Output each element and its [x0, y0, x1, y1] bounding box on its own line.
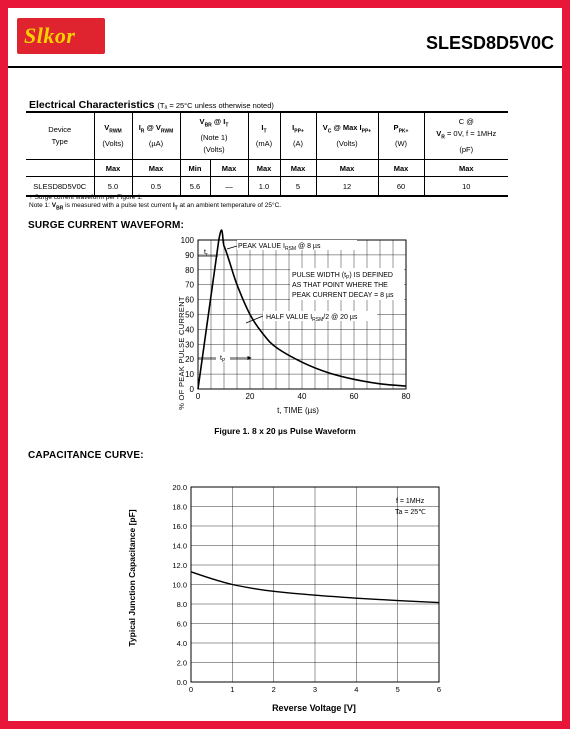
x-tick-label: 20 [245, 392, 255, 401]
x-tick-label: 4 [354, 685, 359, 694]
y-tick-label: 14.0 [172, 541, 187, 551]
sub-label: Max [210, 160, 248, 177]
y-tick-label: 60 [185, 295, 194, 305]
x-tick-label: 80 [401, 392, 411, 401]
col-ir: $I_R$ @ $V_{RWM}$ (µA) [132, 112, 180, 160]
col-ppk: $P_{PK+}$ (W) [378, 112, 424, 160]
y-tick-label: 2.0 [176, 658, 187, 668]
cell-vc: 12 [316, 177, 378, 197]
slkor-logo [17, 18, 105, 54]
cap-y-axis-label: Typical Junction Capacitance [pF] [127, 509, 137, 647]
cell-ir: 0.5 [132, 177, 180, 197]
cap-legend-temperature: Ta = 25℃ [395, 509, 427, 516]
sub-label: Max [424, 160, 508, 177]
part-number: SLESD8D5V0C [425, 33, 554, 53]
y-tick-label: 50 [185, 310, 194, 320]
col-capacitance: C @ $V_R = 0V$, f = 1MHz (pF) [424, 112, 508, 160]
cell-capacitance: 10 [424, 177, 508, 197]
half-value-label: HALF VALUE $I_{RSM}/2$ @ 20 µs [266, 314, 358, 323]
x-tick-label: 0 [195, 392, 201, 401]
table-notes [29, 194, 281, 212]
x-tick-label: 2 [271, 685, 276, 694]
col-vbr: $V_{BR}$ @ $I_T$ (Note 1) (Volts) [180, 112, 248, 160]
table-subheader-row [26, 160, 508, 177]
col-vc: $V_C$ @ Max $I_{PP+}$ (Volts) [316, 112, 378, 160]
sub-label: Max [132, 160, 180, 177]
cell-vbr-max: — [210, 177, 248, 197]
y-tick-label: 80 [185, 265, 194, 275]
y-tick-label: 70 [185, 280, 194, 290]
y-tick-label: 8.0 [176, 600, 187, 609]
x-tick-label: 60 [349, 392, 359, 401]
sub-blank [26, 160, 94, 177]
y-tick-label: 30 [185, 340, 194, 350]
electrical-characteristics-title [29, 99, 274, 111]
sub-label: Max [280, 160, 316, 177]
y-tick-label: 20 [185, 355, 194, 365]
peak-value-label: PEAK VALUE $I_{RSM}$ @ 8 µs [238, 243, 321, 252]
y-tick-label: 20.0 [172, 483, 187, 492]
surge-heading: SURGE CURRENT WAVEFORM: [28, 220, 185, 231]
cap-legend-frequency: f = 1MHz [396, 498, 425, 505]
datasheet-page [8, 8, 562, 721]
cell-device: SLESD8D5V0C [26, 177, 94, 197]
cell-ppk: 60 [378, 177, 424, 197]
sub-label: Min [180, 160, 210, 177]
x-tick-label: 5 [395, 685, 400, 694]
y-tick-label: 18.0 [172, 502, 187, 512]
x-tick-label: 3 [312, 685, 318, 694]
sub-label: Max [316, 160, 378, 177]
pulse-width-label-2: AS THAT POINT WHERE THE [292, 282, 388, 289]
col-ipp: $I_{PP+}$ (A) [280, 112, 316, 160]
cell-vbr-min: 5.6 [180, 177, 210, 197]
surge-waveform-chart [8, 228, 562, 428]
y-tick-label: 0.0 [176, 678, 187, 687]
cell-vrwm: 5.0 [94, 177, 132, 197]
cell-ipp: 5 [280, 177, 316, 197]
y-tick-label: 10 [185, 370, 194, 380]
logo-text: Slkor [24, 23, 76, 48]
y-tick-label: 16.0 [172, 522, 187, 531]
electrical-characteristics-table [26, 111, 508, 197]
y-tick-label: 100 [180, 236, 194, 245]
y-tick-label: 4.0 [176, 639, 187, 648]
pulse-width-label-3: PEAK CURRENT DECAY = 8 µs [292, 292, 394, 299]
col-vrwm: $V_{RWM}$ (Volts) [94, 112, 132, 160]
cap-x-axis-label: Reverse Voltage [V] [272, 703, 356, 713]
figure-1-caption: Figure 1. 8 x 20 µs Pulse Waveform [214, 426, 356, 436]
sub-label: Max [378, 160, 424, 177]
x-tick-label: 1 [230, 685, 235, 694]
capacitance-chart [8, 468, 562, 718]
sub-label: Max [94, 160, 132, 177]
x-tick-label: 0 [188, 685, 194, 694]
y-tick-label: 90 [185, 250, 194, 260]
tr-label: $t_r$ [204, 249, 208, 258]
y-tick-label: 12.0 [172, 561, 187, 570]
y-tick-label: 6.0 [176, 619, 187, 629]
table-header-row [26, 112, 508, 160]
capacitance-heading: CAPACITANCE CURVE: [28, 450, 144, 461]
peak-leader-line [227, 246, 237, 249]
x-tick-label: 6 [436, 685, 442, 694]
col-device-type: Device Type [26, 112, 94, 160]
header-divider [8, 66, 562, 68]
ec-title-text: Electrical Characteristics [29, 99, 155, 111]
col-it: $I_T$ (mA) [248, 112, 280, 160]
ec-conditions: (Tₐ = 25°C unless otherwise noted) [157, 101, 274, 110]
note-1: Note 1: $V_{BR}$ is measured with a pulse test current $I_T$ at an ambient temperature of 25°C. [29, 202, 282, 212]
cell-it: 1.0 [248, 177, 280, 197]
y-tick-label: 40 [185, 325, 194, 335]
y-tick-label: 0 [189, 385, 194, 394]
y-tick-label: 10.0 [172, 580, 187, 590]
surge-y-axis-label: % OF PEAK PULSE CURRENT [177, 296, 186, 410]
note-surge: + Surge current waveform per Figure 1. [29, 194, 143, 201]
sub-label: Max [248, 160, 280, 177]
x-tick-label: 40 [297, 392, 307, 401]
surge-x-axis-label: t, TIME (µs) [277, 406, 319, 415]
pulse-width-label-1: PULSE WIDTH $(t_P)$ IS DEFINED [292, 272, 393, 281]
tp-label: $t_P$ [220, 355, 226, 364]
